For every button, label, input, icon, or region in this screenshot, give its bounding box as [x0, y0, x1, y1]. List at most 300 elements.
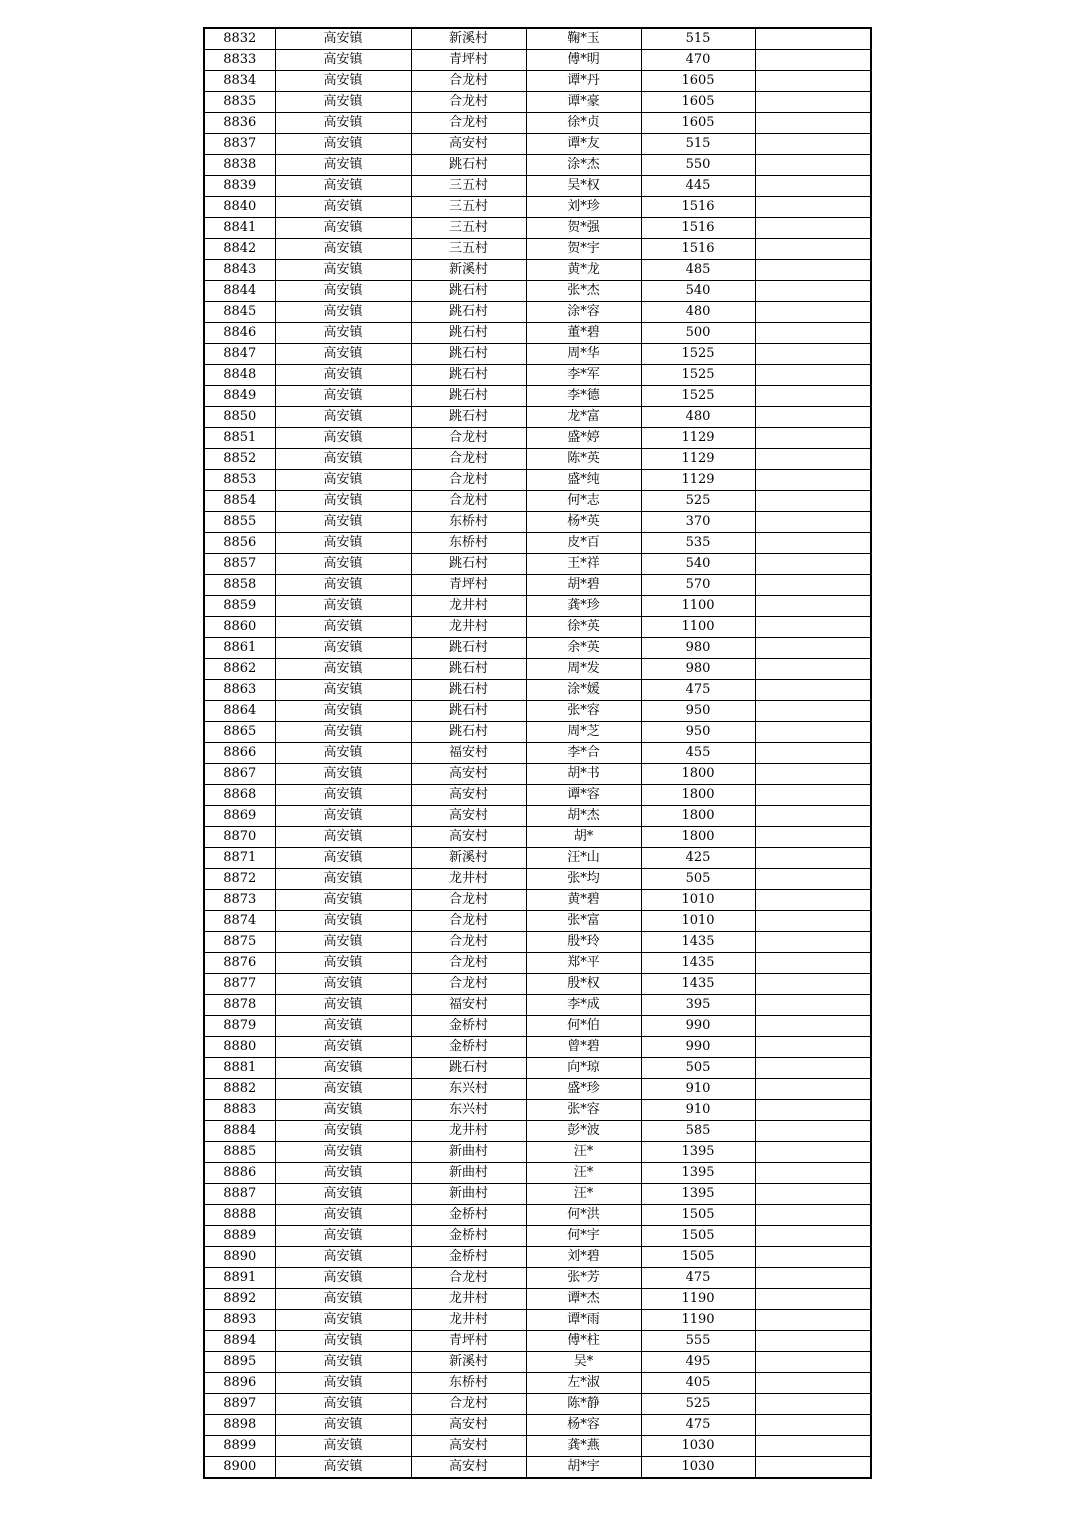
village-cell: 合龙村 — [411, 890, 526, 911]
name-cell: 李*德 — [526, 386, 641, 407]
village-cell: 合龙村 — [411, 911, 526, 932]
note-cell — [755, 1310, 871, 1331]
town-cell: 高安镇 — [275, 1436, 411, 1457]
note-cell — [755, 596, 871, 617]
village-cell: 青坪村 — [411, 575, 526, 596]
id-cell: 8884 — [204, 1121, 275, 1142]
name-cell: 张*富 — [526, 911, 641, 932]
note-cell — [755, 239, 871, 260]
table-row — [204, 134, 871, 155]
table-row — [204, 71, 871, 92]
name-cell: 董*碧 — [526, 323, 641, 344]
id-cell: 8889 — [204, 1226, 275, 1247]
town-cell: 高安镇 — [275, 1058, 411, 1079]
table-row — [204, 344, 871, 365]
town-cell: 高安镇 — [275, 1184, 411, 1205]
id-cell: 8873 — [204, 890, 275, 911]
town-cell: 高安镇 — [275, 575, 411, 596]
table-row — [204, 28, 871, 50]
note-cell — [755, 869, 871, 890]
amount-cell: 1800 — [641, 764, 755, 785]
name-cell: 黄*碧 — [526, 890, 641, 911]
village-cell: 高安村 — [411, 1457, 526, 1479]
table-row — [204, 1247, 871, 1268]
town-cell: 高安镇 — [275, 239, 411, 260]
table-row — [204, 1226, 871, 1247]
id-cell: 8836 — [204, 113, 275, 134]
town-cell: 高安镇 — [275, 1331, 411, 1352]
village-cell: 合龙村 — [411, 1268, 526, 1289]
table-row — [204, 176, 871, 197]
amount-cell: 1129 — [641, 449, 755, 470]
name-cell: 刘*碧 — [526, 1247, 641, 1268]
town-cell: 高安镇 — [275, 197, 411, 218]
town-cell: 高安镇 — [275, 1352, 411, 1373]
name-cell: 郑*平 — [526, 953, 641, 974]
village-cell: 新曲村 — [411, 1184, 526, 1205]
town-cell: 高安镇 — [275, 365, 411, 386]
town-cell: 高安镇 — [275, 974, 411, 995]
amount-cell: 1605 — [641, 113, 755, 134]
name-cell: 汪*山 — [526, 848, 641, 869]
note-cell — [755, 1100, 871, 1121]
amount-cell: 480 — [641, 302, 755, 323]
table-row — [204, 974, 871, 995]
id-cell: 8859 — [204, 596, 275, 617]
table-row — [204, 1058, 871, 1079]
name-cell: 张*均 — [526, 869, 641, 890]
village-cell: 东桥村 — [411, 1373, 526, 1394]
id-cell: 8839 — [204, 176, 275, 197]
note-cell — [755, 386, 871, 407]
note-cell — [755, 470, 871, 491]
table-row — [204, 428, 871, 449]
id-cell: 8866 — [204, 743, 275, 764]
note-cell — [755, 533, 871, 554]
id-cell: 8879 — [204, 1016, 275, 1037]
id-cell: 8865 — [204, 722, 275, 743]
town-cell: 高安镇 — [275, 1226, 411, 1247]
note-cell — [755, 1268, 871, 1289]
name-cell: 谭*容 — [526, 785, 641, 806]
amount-cell: 480 — [641, 407, 755, 428]
village-cell: 高安村 — [411, 1415, 526, 1436]
town-cell: 高安镇 — [275, 953, 411, 974]
name-cell: 谭*杰 — [526, 1289, 641, 1310]
town-cell: 高安镇 — [275, 764, 411, 785]
table-row — [204, 1037, 871, 1058]
note-cell — [755, 1184, 871, 1205]
table-row — [204, 1121, 871, 1142]
amount-cell: 395 — [641, 995, 755, 1016]
village-cell: 东兴村 — [411, 1100, 526, 1121]
id-cell: 8864 — [204, 701, 275, 722]
name-cell: 王*祥 — [526, 554, 641, 575]
table-row — [204, 470, 871, 491]
amount-cell: 1030 — [641, 1436, 755, 1457]
village-cell: 东兴村 — [411, 1079, 526, 1100]
village-cell: 跳石村 — [411, 155, 526, 176]
village-cell: 跳石村 — [411, 1058, 526, 1079]
village-cell: 跳石村 — [411, 554, 526, 575]
name-cell: 殷*玲 — [526, 932, 641, 953]
id-cell: 8855 — [204, 512, 275, 533]
id-cell: 8883 — [204, 1100, 275, 1121]
id-cell: 8843 — [204, 260, 275, 281]
name-cell: 张*容 — [526, 701, 641, 722]
table-row — [204, 1079, 871, 1100]
note-cell — [755, 995, 871, 1016]
amount-cell: 1505 — [641, 1205, 755, 1226]
id-cell: 8869 — [204, 806, 275, 827]
table-row — [204, 701, 871, 722]
village-cell: 三五村 — [411, 176, 526, 197]
village-cell: 跳石村 — [411, 365, 526, 386]
name-cell: 何*志 — [526, 491, 641, 512]
table-row — [204, 302, 871, 323]
town-cell: 高安镇 — [275, 1100, 411, 1121]
town-cell: 高安镇 — [275, 176, 411, 197]
town-cell: 高安镇 — [275, 92, 411, 113]
note-cell — [755, 28, 871, 50]
village-cell: 龙井村 — [411, 1121, 526, 1142]
table-row — [204, 365, 871, 386]
table-row — [204, 722, 871, 743]
id-cell: 8851 — [204, 428, 275, 449]
name-cell: 龚*珍 — [526, 596, 641, 617]
name-cell: 龚*燕 — [526, 1436, 641, 1457]
amount-cell: 1516 — [641, 218, 755, 239]
town-cell: 高安镇 — [275, 302, 411, 323]
table-row — [204, 680, 871, 701]
name-cell: 张*芳 — [526, 1268, 641, 1289]
data-table — [203, 27, 872, 1479]
table-row — [204, 890, 871, 911]
note-cell — [755, 806, 871, 827]
note-cell — [755, 890, 871, 911]
id-cell: 8877 — [204, 974, 275, 995]
note-cell — [755, 512, 871, 533]
town-cell: 高安镇 — [275, 1289, 411, 1310]
amount-cell: 475 — [641, 680, 755, 701]
amount-cell: 425 — [641, 848, 755, 869]
table-row — [204, 239, 871, 260]
table-row — [204, 764, 871, 785]
amount-cell: 1800 — [641, 785, 755, 806]
amount-cell: 525 — [641, 491, 755, 512]
note-cell — [755, 71, 871, 92]
amount-cell: 505 — [641, 869, 755, 890]
table-row — [204, 848, 871, 869]
id-cell: 8860 — [204, 617, 275, 638]
village-cell: 福安村 — [411, 743, 526, 764]
amount-cell: 495 — [641, 1352, 755, 1373]
note-cell — [755, 491, 871, 512]
id-cell: 8888 — [204, 1205, 275, 1226]
id-cell: 8837 — [204, 134, 275, 155]
village-cell: 跳石村 — [411, 281, 526, 302]
note-cell — [755, 659, 871, 680]
amount-cell: 555 — [641, 1331, 755, 1352]
town-cell: 高安镇 — [275, 890, 411, 911]
amount-cell: 1525 — [641, 344, 755, 365]
amount-cell: 1605 — [641, 92, 755, 113]
town-cell: 高安镇 — [275, 1163, 411, 1184]
amount-cell: 505 — [641, 1058, 755, 1079]
amount-cell: 1129 — [641, 470, 755, 491]
table-row — [204, 92, 871, 113]
name-cell: 鞠*玉 — [526, 28, 641, 50]
town-cell: 高安镇 — [275, 533, 411, 554]
id-cell: 8874 — [204, 911, 275, 932]
town-cell: 高安镇 — [275, 617, 411, 638]
table-row — [204, 575, 871, 596]
amount-cell: 1100 — [641, 596, 755, 617]
name-cell: 胡* — [526, 827, 641, 848]
village-cell: 高安村 — [411, 1436, 526, 1457]
village-cell: 龙井村 — [411, 1289, 526, 1310]
town-cell: 高安镇 — [275, 869, 411, 890]
table-row — [204, 449, 871, 470]
town-cell: 高安镇 — [275, 344, 411, 365]
town-cell: 高安镇 — [275, 1268, 411, 1289]
note-cell — [755, 1331, 871, 1352]
amount-cell: 1129 — [641, 428, 755, 449]
town-cell: 高安镇 — [275, 1310, 411, 1331]
note-cell — [755, 848, 871, 869]
amount-cell: 1190 — [641, 1310, 755, 1331]
town-cell: 高安镇 — [275, 848, 411, 869]
table-row — [204, 407, 871, 428]
note-cell — [755, 218, 871, 239]
amount-cell: 950 — [641, 722, 755, 743]
note-cell — [755, 260, 871, 281]
amount-cell: 990 — [641, 1016, 755, 1037]
village-cell: 合龙村 — [411, 449, 526, 470]
table-row — [204, 932, 871, 953]
table-row — [204, 1457, 871, 1479]
table-row — [204, 911, 871, 932]
id-cell: 8885 — [204, 1142, 275, 1163]
id-cell: 8835 — [204, 92, 275, 113]
id-cell: 8841 — [204, 218, 275, 239]
name-cell: 李*军 — [526, 365, 641, 386]
amount-cell: 1435 — [641, 974, 755, 995]
name-cell: 刘*珍 — [526, 197, 641, 218]
name-cell: 龙*富 — [526, 407, 641, 428]
table-row — [204, 323, 871, 344]
village-cell: 龙井村 — [411, 617, 526, 638]
table-row — [204, 827, 871, 848]
note-cell — [755, 1436, 871, 1457]
name-cell: 傅*明 — [526, 50, 641, 71]
table-row — [204, 1163, 871, 1184]
town-cell: 高安镇 — [275, 722, 411, 743]
name-cell: 何*宇 — [526, 1226, 641, 1247]
name-cell: 汪* — [526, 1163, 641, 1184]
town-cell: 高安镇 — [275, 554, 411, 575]
town-cell: 高安镇 — [275, 1037, 411, 1058]
name-cell: 张*容 — [526, 1100, 641, 1121]
note-cell — [755, 953, 871, 974]
village-cell: 合龙村 — [411, 491, 526, 512]
table-row — [204, 533, 871, 554]
table-row — [204, 743, 871, 764]
amount-cell: 1030 — [641, 1457, 755, 1479]
id-cell: 8847 — [204, 344, 275, 365]
table-row — [204, 995, 871, 1016]
id-cell: 8845 — [204, 302, 275, 323]
village-cell: 青坪村 — [411, 1331, 526, 1352]
table-row — [204, 953, 871, 974]
name-cell: 谭*友 — [526, 134, 641, 155]
table-row — [204, 1331, 871, 1352]
amount-cell: 1800 — [641, 806, 755, 827]
table-row — [204, 1436, 871, 1457]
village-cell: 金桥村 — [411, 1247, 526, 1268]
name-cell: 谭*丹 — [526, 71, 641, 92]
table-row — [204, 1142, 871, 1163]
amount-cell: 1395 — [641, 1163, 755, 1184]
id-cell: 8878 — [204, 995, 275, 1016]
note-cell — [755, 575, 871, 596]
amount-cell: 515 — [641, 134, 755, 155]
village-cell: 龙井村 — [411, 1310, 526, 1331]
town-cell: 高安镇 — [275, 785, 411, 806]
note-cell — [755, 449, 871, 470]
name-cell: 盛*婷 — [526, 428, 641, 449]
table-row — [204, 512, 871, 533]
village-cell: 高安村 — [411, 764, 526, 785]
note-cell — [755, 1373, 871, 1394]
amount-cell: 1010 — [641, 911, 755, 932]
name-cell: 李*合 — [526, 743, 641, 764]
table-row — [204, 1310, 871, 1331]
name-cell: 贺*强 — [526, 218, 641, 239]
town-cell: 高安镇 — [275, 806, 411, 827]
amount-cell: 455 — [641, 743, 755, 764]
note-cell — [755, 1352, 871, 1373]
town-cell: 高安镇 — [275, 1121, 411, 1142]
note-cell — [755, 680, 871, 701]
id-cell: 8840 — [204, 197, 275, 218]
town-cell: 高安镇 — [275, 323, 411, 344]
id-cell: 8850 — [204, 407, 275, 428]
name-cell: 胡*书 — [526, 764, 641, 785]
table-row — [204, 785, 871, 806]
town-cell: 高安镇 — [275, 701, 411, 722]
note-cell — [755, 323, 871, 344]
table-row — [204, 218, 871, 239]
table-row — [204, 197, 871, 218]
village-cell: 合龙村 — [411, 92, 526, 113]
note-cell — [755, 365, 871, 386]
village-cell: 金桥村 — [411, 1037, 526, 1058]
amount-cell: 525 — [641, 1394, 755, 1415]
table-row — [204, 806, 871, 827]
id-cell: 8899 — [204, 1436, 275, 1457]
amount-cell: 980 — [641, 659, 755, 680]
name-cell: 周*发 — [526, 659, 641, 680]
town-cell: 高安镇 — [275, 680, 411, 701]
amount-cell: 910 — [641, 1079, 755, 1100]
town-cell: 高安镇 — [275, 743, 411, 764]
id-cell: 8881 — [204, 1058, 275, 1079]
amount-cell: 515 — [641, 28, 755, 50]
village-cell: 新溪村 — [411, 260, 526, 281]
village-cell: 跳石村 — [411, 659, 526, 680]
village-cell: 东桥村 — [411, 533, 526, 554]
name-cell: 胡*杰 — [526, 806, 641, 827]
id-cell: 8838 — [204, 155, 275, 176]
id-cell: 8846 — [204, 323, 275, 344]
id-cell: 8849 — [204, 386, 275, 407]
amount-cell: 1516 — [641, 197, 755, 218]
table-row — [204, 554, 871, 575]
name-cell: 谭*雨 — [526, 1310, 641, 1331]
table-row — [204, 596, 871, 617]
name-cell: 何*洪 — [526, 1205, 641, 1226]
note-cell — [755, 911, 871, 932]
village-cell: 高安村 — [411, 785, 526, 806]
note-cell — [755, 197, 871, 218]
note-cell — [755, 1289, 871, 1310]
name-cell: 涂*杰 — [526, 155, 641, 176]
village-cell: 金桥村 — [411, 1016, 526, 1037]
name-cell: 张*杰 — [526, 281, 641, 302]
id-cell: 8842 — [204, 239, 275, 260]
amount-cell: 585 — [641, 1121, 755, 1142]
table-row — [204, 1268, 871, 1289]
town-cell: 高安镇 — [275, 1079, 411, 1100]
name-cell: 徐*贞 — [526, 113, 641, 134]
table-row — [204, 260, 871, 281]
table-row — [204, 1289, 871, 1310]
id-cell: 8853 — [204, 470, 275, 491]
id-cell: 8894 — [204, 1331, 275, 1352]
note-cell — [755, 1247, 871, 1268]
amount-cell: 1435 — [641, 953, 755, 974]
table-row — [204, 386, 871, 407]
id-cell: 8891 — [204, 1268, 275, 1289]
id-cell: 8875 — [204, 932, 275, 953]
village-cell: 龙井村 — [411, 869, 526, 890]
id-cell: 8833 — [204, 50, 275, 71]
amount-cell: 1395 — [641, 1142, 755, 1163]
amount-cell: 500 — [641, 323, 755, 344]
amount-cell: 1800 — [641, 827, 755, 848]
name-cell: 杨*英 — [526, 512, 641, 533]
note-cell — [755, 1079, 871, 1100]
name-cell: 左*淑 — [526, 1373, 641, 1394]
village-cell: 跳石村 — [411, 386, 526, 407]
village-cell: 新溪村 — [411, 28, 526, 50]
note-cell — [755, 1121, 871, 1142]
town-cell: 高安镇 — [275, 470, 411, 491]
name-cell: 谭*豪 — [526, 92, 641, 113]
town-cell: 高安镇 — [275, 1394, 411, 1415]
id-cell: 8854 — [204, 491, 275, 512]
id-cell: 8834 — [204, 71, 275, 92]
amount-cell: 405 — [641, 1373, 755, 1394]
village-cell: 跳石村 — [411, 344, 526, 365]
note-cell — [755, 407, 871, 428]
name-cell: 涂*容 — [526, 302, 641, 323]
id-cell: 8858 — [204, 575, 275, 596]
name-cell: 曾*碧 — [526, 1037, 641, 1058]
note-cell — [755, 722, 871, 743]
id-cell: 8900 — [204, 1457, 275, 1479]
